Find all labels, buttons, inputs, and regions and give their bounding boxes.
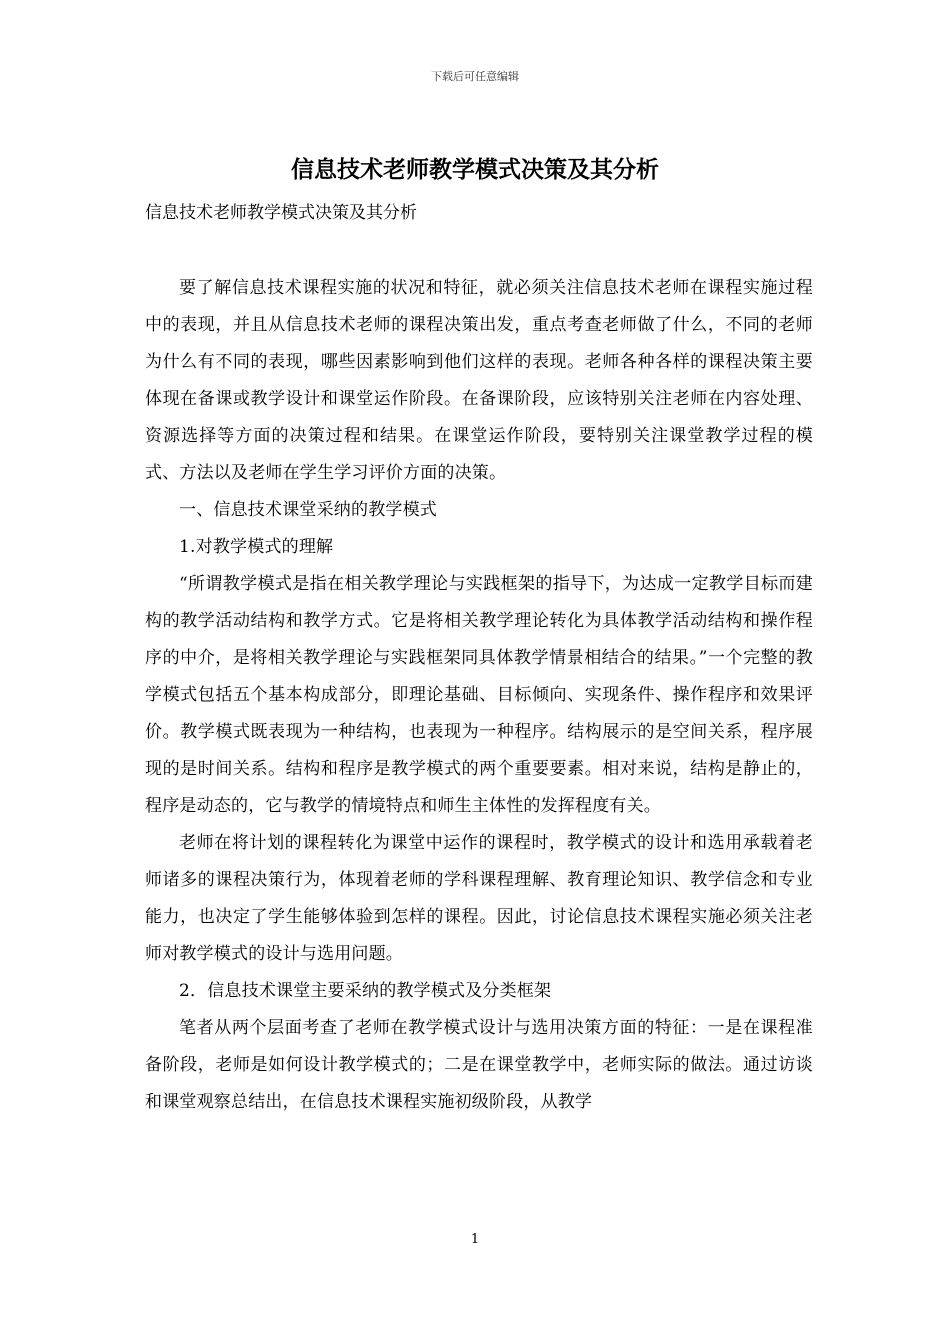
document-title: 信息技术老师教学模式决策及其分析 [291, 157, 659, 183]
page-header-note: 下载后可任意编辑 [431, 70, 519, 83]
document-subtitle: 信息技术老师教学模式决策及其分析 [145, 203, 417, 223]
paragraph-intro: 要了解信息技术课程实施的状况和特征，就必须关注信息技术老师在课程实施过程中的表现，并且从信息技术老师的课程决策出发，重点考查老师做了什么，不同的老师为什么有不同的表现，哪些因素影响到他们这样的表现。老师各种各样的课程决策主要体现在备课或教学设计和课堂运作阶段。在备课阶段，应该特别关注老师在内容处理、资源选择等方面的决策过程和结果。在课堂运作阶段，要特别关注课堂教学过程的模式、方法以及老师在学生学习评价方面的决策。 [145, 278, 813, 483]
section-heading-1: 一、信息技术课堂采纳的教学模式 [179, 500, 437, 520]
subsection-heading-1: 1.对教学模式的理解 [179, 537, 334, 557]
page-number: 1 [470, 1232, 480, 1247]
document-body [145, 270, 813, 1121]
paragraph-research: 笔者从两个层面考查了老师在教学模式设计与选用决策方面的特征：一是在课程准备阶段，老师是如何设计教学模式的；二是在课堂教学中，老师实际的做法。通过访谈和课堂观察总结出，在信息技术课程实施初级阶段，从教学 [145, 1018, 813, 1112]
paragraph-definition: “所谓教学模式是指在相关教学理论与实践框架的指导下，为达成一定教学目标而建构的教学活动结构和教学方式。它是将相关教学理论转化为具体教学活动结构和操作程序的中介，是将相关教学理论与实践框架同具体教学情景相结合的结果。”一个完整的教学模式包括五个基本构成部分，即理论基础、目标倾向、实现条件、操作程序和效果评价。教学模式既表现为一种结构，也表现为一种程序。结构展示的是空间关系，程序展现的是时间关系。结构和程序是教学模式的两个重要要素。相对来说，结构是静止的，程序是动态的，它与教学的情境特点和师生主体性的发挥程度有关。 [145, 574, 813, 816]
subsection-heading-2: 2．信息技术课堂主要采纳的教学模式及分类框架 [179, 981, 552, 1001]
paragraph-teacher-decision: 老师在将计划的课程转化为课堂中运作的课程时，教学模式的设计和选用承载着老师诸多的课程决策行为，体现着老师的学科课程理解、教育理论知识、教学信念和专业能力，也决定了学生能够体验到怎样的课程。因此，讨论信息技术课程实施必须关注老师对教学模式的设计与选用问题。 [145, 833, 813, 964]
